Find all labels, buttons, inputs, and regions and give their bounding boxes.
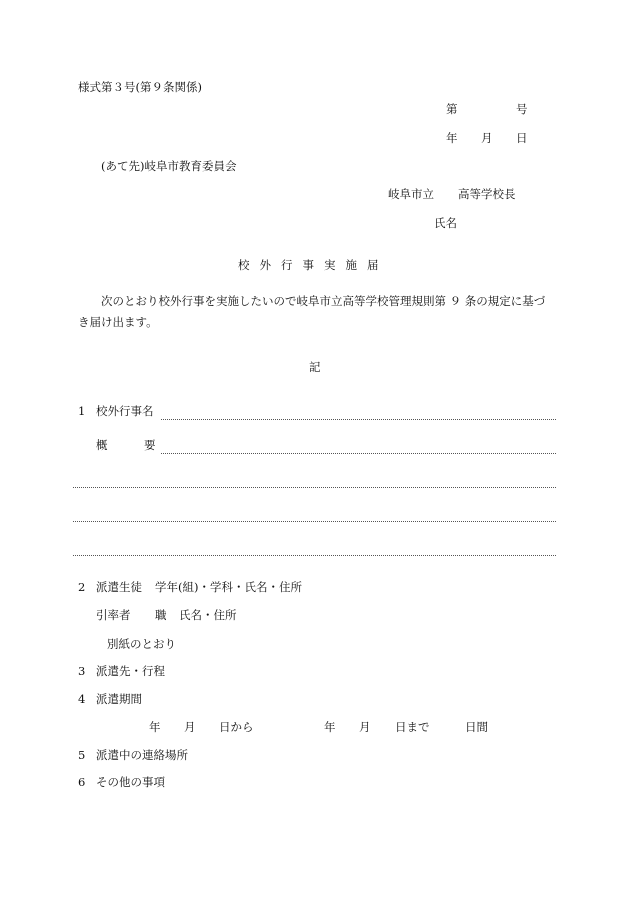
date-month-label: 月 bbox=[481, 131, 493, 145]
body-line-2: き届け出ます。 bbox=[78, 315, 158, 329]
item-2-number: 2 bbox=[78, 580, 86, 594]
item-6-label: その他の事項 bbox=[96, 775, 165, 789]
period-end-day: 日まで bbox=[395, 720, 430, 734]
name-label: 氏名 bbox=[434, 216, 457, 230]
school-prefix: 岐阜市立 bbox=[388, 187, 434, 201]
addressee: (あて先)岐阜市教育委員会 bbox=[101, 159, 237, 173]
item-1-label: 校外行事名 bbox=[96, 404, 154, 418]
leader-detail: 氏名・住所 bbox=[179, 608, 237, 622]
date-year-label: 年 bbox=[446, 131, 458, 145]
period-end-year: 年 bbox=[324, 720, 336, 734]
outline-line-4 bbox=[73, 555, 556, 556]
item-3-label: 派遣先・行程 bbox=[96, 664, 165, 678]
outline-label-a: 概 bbox=[96, 438, 108, 452]
leader-label: 引率者 bbox=[96, 608, 131, 622]
school-suffix: 高等学校長 bbox=[458, 187, 516, 201]
doc-number-prefix: 第 bbox=[446, 102, 458, 116]
outline-line-2 bbox=[73, 487, 556, 488]
item-5-number: 5 bbox=[78, 748, 86, 762]
leader-role: 職 bbox=[155, 608, 167, 622]
outline-label-b: 要 bbox=[144, 438, 156, 452]
period-start-month: 月 bbox=[184, 720, 196, 734]
form-number: 様式第３号(第９条関係) bbox=[78, 80, 202, 94]
item-4-number: 4 bbox=[78, 692, 86, 706]
outline-line-3 bbox=[73, 521, 556, 522]
ki-heading: 記 bbox=[309, 360, 321, 374]
period-days: 日間 bbox=[465, 720, 488, 734]
item-1-number: 1 bbox=[78, 404, 86, 418]
outline-line-1 bbox=[161, 453, 556, 454]
period-start-day: 日から bbox=[219, 720, 254, 734]
item-5-label: 派遣中の連絡場所 bbox=[96, 748, 188, 762]
item-6-number: 6 bbox=[78, 775, 86, 789]
event-name-line bbox=[161, 419, 556, 420]
item-2-label: 派遣生徒 bbox=[96, 580, 142, 594]
item-2-detail: 学年(組)・学科・氏名・住所 bbox=[155, 580, 302, 594]
period-end-month: 月 bbox=[359, 720, 371, 734]
separate-sheet-note: 別紙のとおり bbox=[107, 637, 176, 651]
document-title: 校外行事実施届 bbox=[238, 258, 389, 272]
period-start-year: 年 bbox=[149, 720, 161, 734]
doc-number-suffix: 号 bbox=[516, 102, 528, 116]
item-3-number: 3 bbox=[78, 664, 86, 678]
date-day-label: 日 bbox=[516, 131, 528, 145]
item-4-label: 派遣期間 bbox=[96, 692, 142, 706]
body-line-1: 次のとおり校外行事を実施したいので岐阜市立高等学校管理規則第 ９ 条の規定に基づ bbox=[101, 294, 546, 308]
